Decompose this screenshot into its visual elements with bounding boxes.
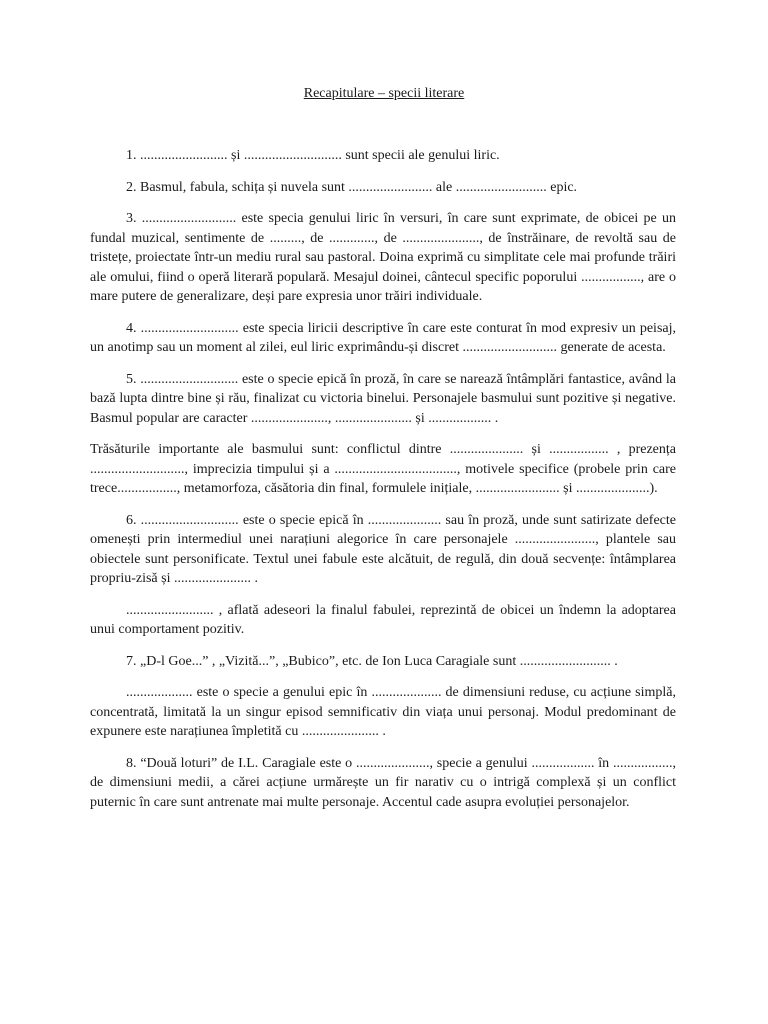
paragraph-1: 1. ......................... și ............................ sunt specii ale genului liric.: [126, 148, 500, 163]
paragraph-3: 3. ........................... este specia genului liric în versuri, în care sunt exprimate, de obicei pe un fundal muzical, sentimente de ........., de ............., de ......................, de înstrăinare, de revoltă sau de tristețe, proiectate într-un mediu rural sau pastoral. Doina exprimă cu simplitate cele mai profunde trăiri ale omului, fiind o operă literară populară. Mesajul doinei, cântecul specific poporului ................., are o mare putere de generalizare, deși pare expresia unor trăiri individuale.: [90, 211, 676, 304]
paragraph-schita: ................... este o specie a genului epic în .................... de dimensiuni reduse, cu acțiune simplă, concentrată, limitată la un singur episod semnificativ din viața unui personaj. Modul predominant de expunere este narațiunea împletită cu ...................... .: [90, 685, 676, 739]
paragraph-basm-traits: Trăsăturile importante ale basmului sunt: conflictul dintre ..................... și ................. , prezența ..........................., imprecizia timpului și a ..................................., motivele specifice (probele prin care trece................., metamorfoza, căsătoria din final, formulele inițiale, ........................ și .....................).: [90, 442, 676, 496]
paragraph-5: 5. ............................ este o specie epică în proză, în care se narează întâmplări fantastice, având la bază lupta dintre bine și rău, finalizat cu victoria binelui. Personajele basmului sunt pozitive și negative. Basmul popular are caracter ......................, ...................... și .................. .: [90, 371, 676, 426]
paragraph-2: 2. Basmul, fabula, schița și nuvela sunt ........................ ale .......................... epic.: [126, 179, 578, 195]
paragraph-6: 6. ............................ este o specie epică în ..................... sau în proză, unde sunt satirizate defecte omenești prin intermediul unei narațiuni alegorice în care personajele ......................., plantele sau obiectele sunt personificate. Textul unei fabule este alcătuit, de regulă, din două secvențe: întâmplarea propriu-zisă și ...................... .: [90, 512, 676, 586]
paragraph-4: 4. ............................ este specia liricii descriptive în care este conturat în mod expresiv un peisaj, un anotimp sau un moment al zilei, eul liric exprimându-și discret ........................... generate de acesta.: [90, 320, 676, 355]
document-title: Recapitulare – specii literare: [303, 86, 465, 101]
paragraph-6-continued: ......................... , aflată adeseori la finalul fabulei, reprezintă de obicei un îndemn la adoptarea unui comportament pozitiv.: [90, 602, 676, 637]
paragraph-8: 8. “Două loturi” de I.L. Caragiale este o ....................., specie a genului .................. în ................., de dimensiuni medii, a cărei acțiune urmărește un fir narativ cu o intrigă complexă și un conflict puternic în care sunt antrenate mai multe personaje. Accentul cade asupra evoluției personajelor.: [90, 755, 676, 810]
document-body: [90, 146, 676, 824]
paragraph-7: 7. „D-l Goe...” , „Vizită...”, „Bubico”, etc. de Ion Luca Caragiale sunt .......................... .: [126, 653, 618, 669]
